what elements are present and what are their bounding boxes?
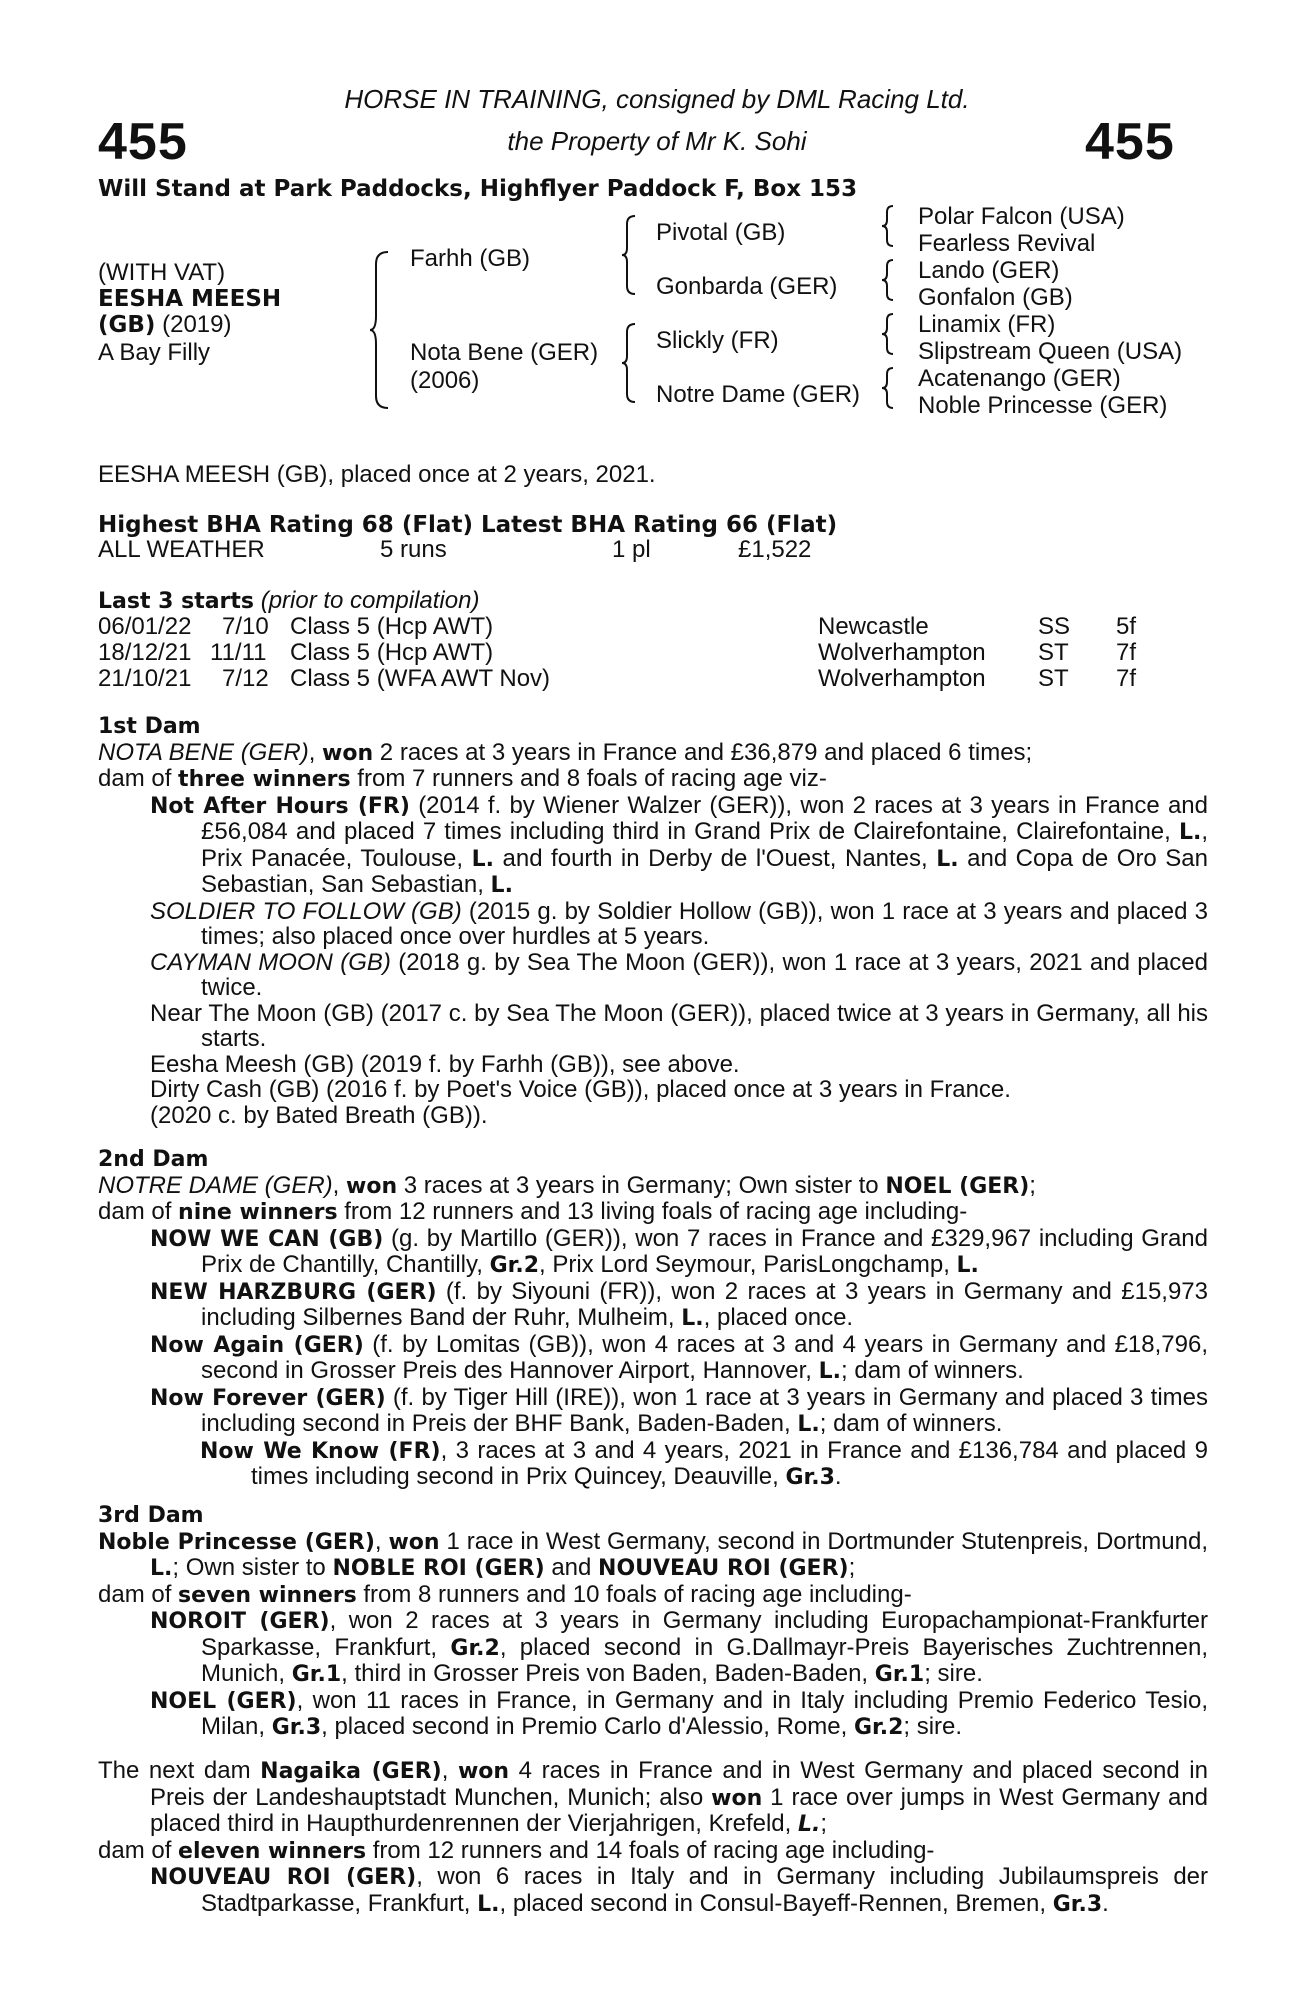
third-dam-section — [98, 1503, 1208, 1741]
dam-sire-name: Slickly (FR) — [656, 327, 779, 354]
second-dam-record: 3 races at 3 years in Germany; Own sister to — [397, 1171, 886, 1199]
won-label: won — [322, 740, 374, 766]
group-mark: Gr.2 — [853, 1715, 904, 1740]
dam-of-label: dam of — [98, 765, 179, 792]
punctuation: , — [374, 1527, 389, 1555]
last-starts-label: Last 3 starts — [98, 589, 255, 614]
performance-summary: EESHA MEESH (GB), placed once at 2 years, 2021. — [98, 461, 656, 488]
first-dam-heading: 1st Dam — [98, 714, 201, 739]
start-date: 18/12/21 — [98, 639, 192, 666]
progeny-record: ; sire. — [924, 1660, 983, 1687]
ggen-8: Noble Princesse (GER) — [918, 392, 1168, 419]
surface-label: ALL WEATHER — [98, 536, 265, 563]
group-mark: Gr.3 — [271, 1715, 322, 1740]
start-course: Wolverhampton — [818, 665, 986, 692]
progeny-name: Now We Know (FR) — [200, 1438, 441, 1464]
next-dam-label: The next dam — [98, 1757, 261, 1784]
foals-count: from 7 runners and 8 foals of racing age viz- — [350, 765, 827, 792]
stand-location: Will Stand at Park Paddocks, Highflyer Paddock F, Box 153 — [98, 176, 858, 202]
progeny-record: and Copa de Oro San Sebastian, San Sebastian, — [201, 844, 1208, 898]
progeny-entry — [98, 950, 1208, 1001]
won-label: won — [388, 1529, 440, 1555]
second-dam-name: NOTRE DAME (GER) — [98, 1171, 333, 1199]
second-dam-heading: 2nd Dam — [98, 1147, 209, 1172]
next-dam-name: Nagaika (GER) — [260, 1759, 442, 1784]
progeny-record: (2014 f. by Wiener Walzer (GER)), won 2 races at 3 years in France and £56,084 and placed 7 times including third in Grand Prix de Clairefontaine, Clairefontaine, — [201, 791, 1208, 845]
listed-mark: L. — [818, 1359, 842, 1384]
pedigree-brace-3 — [880, 312, 896, 356]
lot-number-left: 455 — [98, 113, 188, 171]
progeny-record: , Prix Lord Seymour, ParisLongchamp, — [539, 1251, 957, 1278]
progeny-record: , third in Grosser Preis von Baden, Baden-Baden, — [341, 1660, 875, 1687]
progeny-entry — [98, 1608, 1208, 1688]
runs-count: 5 runs — [380, 536, 447, 563]
ggen-5: Linamix (FR) — [918, 311, 1056, 338]
first-dam-section — [98, 714, 1208, 1128]
group-mark: Gr.3 — [1052, 1891, 1103, 1917]
third-dam-produce-summary — [98, 1582, 1208, 1609]
progeny-record: , 3 races at 3 and 4 years, 2021 in France and £136,784 and placed 9 times including second in Prix Quincey, Deauville, — [251, 1436, 1208, 1490]
progeny-record: , placed second in Consul-Bayeff-Rennen, Bremen, — [499, 1889, 1053, 1917]
start-course: Newcastle — [818, 613, 929, 640]
lot-number-right: 455 — [1085, 113, 1175, 171]
punctuation: , — [441, 1757, 458, 1784]
pedigree-brace-4 — [880, 366, 896, 410]
third-dam-record: ; Own sister to — [172, 1554, 333, 1581]
next-dam-record: 1 race over jumps in West Germany and placed third in Haupthurdenrennen der Vierjahrigen, Krefeld, — [150, 1783, 1208, 1837]
progeny-record: (f. by Siyouni (FR)), won 2 races at 3 years in Germany and £15,973 including Silbernes Band der Ruhr, Mulheim, — [201, 1277, 1208, 1331]
first-dam-intro: NOTA BENE (GER), won 2 races at 3 years in France and £36,879 and placed 6 times; — [98, 738, 1033, 766]
dam-of-label: dam of — [98, 1198, 179, 1225]
progeny-record: , placed second in Premio Carlo d'Alessio, Rome, — [321, 1713, 854, 1740]
progeny-entry — [98, 1226, 1208, 1279]
progeny-record: (f. by Tiger Hill (IRE)), won 1 race at 3 years in Germany and placed 3 times including second in Preis der BHF Bank, Baden-Baden, — [201, 1383, 1208, 1437]
start-position: 7/12 — [222, 665, 269, 692]
start-going: SS — [1038, 613, 1071, 640]
progeny-entry — [98, 1279, 1208, 1332]
second-dam-section — [98, 1147, 1208, 1491]
pedigree-brace-2 — [880, 258, 896, 302]
foals-count: from 12 runners and 13 living foals of racing age including- — [337, 1198, 968, 1225]
start-position: 7/10 — [222, 613, 269, 640]
property-line: the Property of Mr K. Sohi — [507, 126, 807, 156]
progeny-name: CAYMAN MOON (GB) — [150, 948, 391, 976]
placed-count: 1 pl — [612, 536, 651, 563]
sibling-name: NOEL (GER) — [885, 1173, 1030, 1199]
progeny-name: NOROIT (GER) — [150, 1609, 330, 1634]
start-position: 11/11 — [210, 639, 267, 666]
progeny-name: Not After Hours (FR) — [150, 793, 410, 819]
start-race: Class 5 (Hcp AWT) — [290, 639, 494, 666]
listed-mark: L. — [797, 1812, 821, 1837]
punctuation: . — [834, 1463, 842, 1490]
ggen-6: Slipstream Queen (USA) — [918, 338, 1183, 365]
progeny-entry — [98, 1688, 1208, 1741]
progeny-name: NEW HARZBURG (GER) — [150, 1279, 437, 1305]
winners-count: eleven winners — [178, 1838, 367, 1864]
punctuation: ; — [848, 1554, 856, 1581]
progeny-record: (g. by Martillo (GER)), won 7 races in France and £329,967 including Grand Prix de Chantilly, Chantilly, — [201, 1224, 1208, 1278]
sibling-name: NOUVEAU ROI (GER) — [598, 1556, 849, 1581]
sire-dam-name: Gonbarda (GER) — [656, 273, 838, 300]
first-dam-produce-summary — [98, 766, 1208, 793]
progeny-record: ; sire. — [903, 1713, 963, 1740]
first-dam-record: 2 races at 3 years in France and £36,879 and placed 6 times; — [373, 738, 1033, 766]
next-dam-section — [98, 1758, 1208, 1917]
listed-mark: L. — [471, 846, 494, 872]
ggen-4: Gonfalon (GB) — [918, 284, 1073, 311]
pedigree-dam-brace — [620, 322, 638, 404]
progeny-record: (2018 g. by Sea The Moon (GER)), won 1 race at 3 years, 2021 and placed twice. — [201, 948, 1209, 1001]
progeny-record: , Prix Panacée, Toulouse, — [201, 818, 1208, 872]
progeny-entry — [98, 1332, 1208, 1385]
earnings: £1,522 — [738, 536, 812, 563]
horse-year: (2019) — [162, 311, 232, 338]
listed-mark: L. — [1178, 820, 1202, 845]
listed-mark: L. — [936, 846, 959, 872]
progeny-record: and fourth in Derby de l'Ouest, Nantes, — [493, 844, 937, 872]
start-date: 21/10/21 — [98, 665, 192, 692]
winners-count: nine winners — [178, 1200, 338, 1225]
group-mark: Gr.2 — [489, 1253, 539, 1278]
conjunction: and — [544, 1554, 599, 1581]
foals-count: from 12 runners and 14 foals of racing age including- — [366, 1836, 935, 1864]
group-mark: Gr.1 — [291, 1662, 342, 1687]
second-dam-produce-summary — [98, 1199, 1208, 1226]
dam-year: (2006) — [410, 367, 480, 394]
start-race: Class 5 (WFA AWT Nov) — [290, 665, 551, 692]
progeny-entry: Near The Moon (GB) (2017 c. by Sea The Moon (GER)), placed twice at 3 years in Germany, all his starts. — [150, 999, 1208, 1052]
third-dam-intro — [98, 1529, 1208, 1582]
progeny-record: ; dam of winners. — [841, 1357, 1024, 1384]
vat-note: (WITH VAT) — [98, 259, 226, 286]
pedigree-brace-1 — [880, 204, 896, 248]
won-label: won — [346, 1173, 398, 1199]
start-race: Class 5 (Hcp AWT) — [290, 613, 494, 640]
second-dam-intro: NOTRE DAME (GER), won 3 races at 3 years in Germany; Own sister to NOEL (GER); — [98, 1171, 1036, 1199]
listed-mark: L. — [797, 1412, 820, 1437]
progeny-name: NOEL (GER) — [150, 1688, 297, 1714]
progeny-record: , placed second in G.Dallmayr-Preis Bayerisches Zuchtrennen, Munich, — [201, 1633, 1209, 1687]
start-distance: 5f — [1116, 613, 1137, 640]
pedigree-sire-brace — [620, 214, 638, 296]
last-starts-note: (prior to compilation) — [260, 587, 480, 614]
dam-of-label: dam of — [98, 1580, 179, 1608]
sire-sire-name: Pivotal (GB) — [656, 219, 786, 246]
group-mark: Gr.1 — [874, 1662, 925, 1687]
group-mark: Gr.3 — [785, 1465, 835, 1490]
pedigree-main-brace — [368, 250, 392, 410]
punctuation: ; — [1029, 1171, 1036, 1199]
punctuation: ; — [820, 1810, 828, 1837]
start-going: ST — [1038, 665, 1069, 692]
horse-origin: (GB) — [98, 312, 156, 338]
listed-mark: L. — [477, 1891, 500, 1917]
grand-progeny-entry — [98, 1438, 1208, 1491]
progeny-entry: Eesha Meesh (GB) (2019 f. by Farhh (GB)), see above. — [150, 1050, 740, 1078]
progeny-name: Now Again (GER) — [150, 1332, 364, 1358]
progeny-record: , placed once. — [703, 1304, 854, 1331]
progeny-entry: Dirty Cash (GB) (2016 f. by Poet's Voice (GB)), placed once at 3 years in France. — [150, 1076, 1011, 1103]
dam-dam-name: Notre Dame (GER) — [656, 381, 861, 408]
punctuation: . — [1102, 1889, 1109, 1917]
progeny-record: , won 2 races at 3 years in Germany including Europachampionat-Frankfurter Sparkasse, Frankfurt, — [201, 1607, 1208, 1661]
winners-count: seven winners — [178, 1582, 357, 1608]
sire-name: Farhh (GB) — [410, 245, 531, 272]
progeny-entry — [98, 1385, 1208, 1438]
start-date: 06/01/22 — [98, 613, 192, 640]
start-distance: 7f — [1116, 665, 1137, 692]
progeny-name: Now Forever (GER) — [150, 1385, 386, 1411]
consignor-line: HORSE IN TRAINING, consigned by DML Racing Ltd. — [344, 84, 970, 114]
bha-rating: Highest BHA Rating 68 (Flat) Latest BHA Rating 66 (Flat) — [98, 512, 838, 538]
progeny-name: NOUVEAU ROI (GER) — [150, 1865, 417, 1890]
horse-description: A Bay Filly — [98, 339, 211, 366]
last-starts-heading — [98, 588, 479, 615]
dam-name: Nota Bene (GER) — [410, 339, 599, 366]
next-dam-record: 4 races in France and in West Germany and placed second in Preis der Landeshauptstadt Munchen, Munich; also — [150, 1757, 1208, 1811]
ggen-3: Lando (GER) — [918, 257, 1060, 284]
progeny-record: (f. by Lomitas (GB)), won 4 races at 3 and 4 years in Germany and £18,796, second in Grosser Preis des Hannover Airport, Hannover, — [201, 1330, 1208, 1384]
dam-of-label: dam of — [98, 1836, 179, 1864]
third-dam-name: Noble Princesse (GER) — [98, 1529, 375, 1555]
ggen-1: Polar Falcon (USA) — [918, 203, 1125, 230]
progeny-name: NOW WE CAN (GB) — [150, 1226, 384, 1252]
listed-mark: L. — [150, 1556, 173, 1581]
progeny-entry — [98, 1864, 1208, 1917]
listed-mark: L. — [681, 1306, 704, 1331]
progeny-name: SOLDIER TO FOLLOW (GB) — [150, 897, 462, 925]
ggen-7: Acatenango (GER) — [918, 365, 1121, 392]
progeny-entry — [98, 793, 1208, 899]
progeny-record: ; dam of winners. — [819, 1410, 1003, 1437]
sibling-name: NOBLE ROI (GER) — [332, 1556, 545, 1581]
won-label: won — [457, 1759, 510, 1784]
winners-count: three winners — [178, 767, 351, 792]
third-dam-record: 1 race in West Germany, second in Dortmunder Stutenpreis, Dortmund, — [439, 1527, 1208, 1555]
listed-mark: L. — [956, 1253, 979, 1278]
foals-count: from 8 runners and 10 foals of racing age including- — [356, 1580, 912, 1608]
progeny-record: , won 11 races in France, in Germany and in Italy including Premio Federico Tesio, Milan, — [201, 1686, 1208, 1740]
start-course: Wolverhampton — [818, 639, 986, 666]
won-label: won — [711, 1785, 763, 1811]
next-dam-intro — [98, 1758, 1208, 1838]
ggen-2: Fearless Revival — [918, 230, 1096, 257]
progeny-record: , won 6 races in Italy and in Germany including Jubilaumspreis der Stadtparkasse, Frankfurt, — [201, 1863, 1209, 1917]
first-dam-name: NOTA BENE (GER) — [98, 738, 309, 766]
horse-origin-year — [98, 312, 231, 338]
progeny-entry: (2020 c. by Bated Breath (GB)). — [150, 1101, 488, 1129]
group-mark: Gr.2 — [450, 1635, 500, 1661]
third-dam-heading: 3rd Dam — [98, 1503, 204, 1528]
horse-name: EESHA MEESH — [98, 286, 282, 312]
progeny-record: (2015 g. by Soldier Hollow (GB)), won 1 race at 3 years and placed 3 times; also placed once over hurdles at 5 years. — [201, 897, 1209, 950]
listed-mark: L. — [490, 873, 513, 898]
next-dam-produce-summary — [98, 1838, 1208, 1865]
start-going: ST — [1038, 639, 1069, 666]
start-distance: 7f — [1116, 639, 1137, 666]
progeny-entry — [98, 899, 1208, 950]
